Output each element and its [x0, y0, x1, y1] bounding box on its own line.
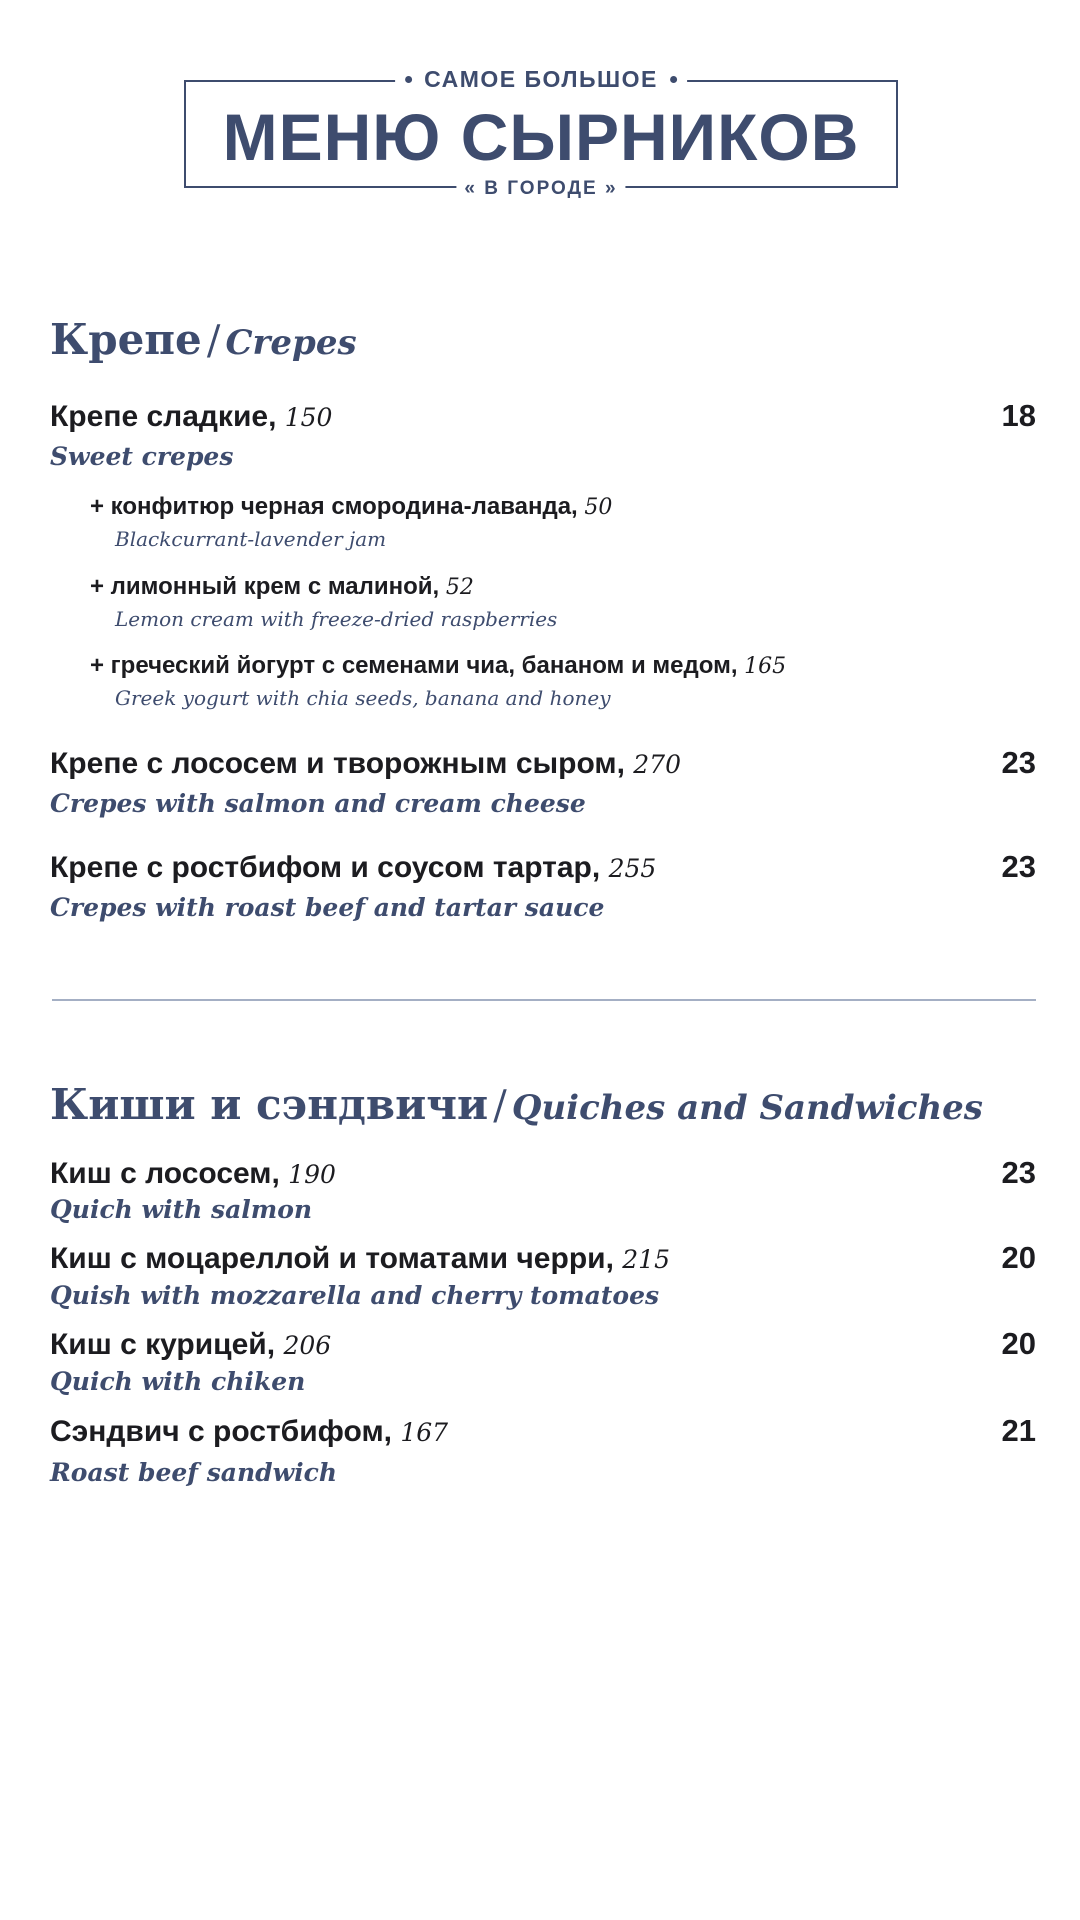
- menu-item-title: [50, 1157, 336, 1191]
- menu-item-en: Quish with mozzarella and cherry tomatoes: [50, 1281, 660, 1310]
- logo-top-line: [395, 66, 687, 93]
- section-title-ru: Киши и сэндвичи: [50, 1080, 489, 1129]
- addon-en: Blackcurrant-lavender jam: [115, 527, 387, 551]
- menu-item-weight: 270: [633, 750, 681, 779]
- addon-en: Lemon cream with freeze-dried raspberries: [115, 607, 558, 631]
- menu-item-en: Roast beef sandwich: [50, 1458, 338, 1487]
- menu-item-name: Киш с моцареллой и томатами черри,: [50, 1242, 614, 1275]
- menu-item-name: Киш с лососем,: [50, 1157, 280, 1190]
- menu-item-name: Киш с курицей,: [50, 1328, 276, 1361]
- menu-item-price: 23: [1001, 849, 1036, 884]
- section-title-quiches: [50, 1080, 983, 1129]
- menu-item-title: [50, 851, 656, 885]
- menu-item-price: 23: [1001, 1155, 1036, 1190]
- menu-item-price: 20: [1001, 1326, 1036, 1361]
- addon-en: Greek yogurt with chia seeds, banana and honey: [115, 686, 611, 710]
- logo-bottom-text: « В ГОРОДЕ »: [456, 178, 625, 200]
- menu-item-name: Сэндвич с ростбифом,: [50, 1415, 392, 1448]
- menu-logo: [184, 66, 898, 199]
- menu-item-price: 20: [1001, 1240, 1036, 1275]
- addon-weight: 52: [445, 575, 474, 600]
- logo-dot-left: [405, 76, 412, 83]
- addon-title: [90, 652, 786, 680]
- menu-item-price: 23: [1001, 745, 1036, 780]
- section-title-separator: /: [493, 1083, 507, 1129]
- menu-item-title: [50, 1328, 331, 1362]
- menu-item-weight: 206: [283, 1331, 332, 1360]
- menu-item-weight: 167: [400, 1418, 449, 1447]
- menu-item-weight: 255: [608, 854, 657, 883]
- addon-name: + лимонный крем с малиной,: [90, 573, 440, 600]
- section-title-separator: /: [206, 318, 221, 364]
- menu-item-name: Крепе сладкие,: [50, 400, 277, 433]
- menu-item-title: [50, 1242, 670, 1276]
- section-title-en: Crepes: [225, 323, 357, 363]
- menu-item-title: [50, 747, 681, 781]
- logo-dot-right: [670, 76, 677, 83]
- menu-item-weight: 215: [622, 1245, 670, 1274]
- addon-title: [90, 573, 474, 601]
- logo-main-text: МЕНЮ СЫРНИКОВ: [222, 100, 860, 174]
- addon-name: + конфитюр черная смородина-лаванда,: [90, 493, 578, 520]
- section-title-ru: Крепе: [50, 315, 202, 364]
- menu-item-weight: 150: [284, 403, 333, 432]
- addon-weight: 165: [744, 654, 787, 679]
- menu-item-title: [50, 1415, 448, 1449]
- section-title-crepes: [50, 315, 357, 364]
- menu-item-en: Crepes with salmon and cream cheese: [50, 789, 586, 818]
- section-divider: [52, 999, 1036, 1001]
- addon-name: + греческий йогурт с семенами чиа, бананом и медом,: [90, 652, 738, 679]
- menu-item-en: Quich with salmon: [50, 1195, 313, 1224]
- menu-item-name: Крепе с ростбифом и соусом тартар,: [50, 851, 601, 884]
- addon-weight: 50: [584, 495, 613, 520]
- logo-top-text: САМОЕ БОЛЬШОЕ: [424, 66, 658, 92]
- addon-title: [90, 493, 612, 521]
- menu-item-price: 18: [1001, 398, 1036, 433]
- menu-item-weight: 190: [288, 1160, 336, 1189]
- menu-item-name: Крепе с лососем и творожным сыром,: [50, 747, 625, 780]
- menu-item-en: Crepes with roast beef and tartar sauce: [50, 893, 605, 922]
- menu-item-title: [50, 400, 332, 434]
- menu-item-en: Quich with chiken: [50, 1367, 306, 1396]
- menu-item-price: 21: [1001, 1413, 1036, 1448]
- menu-item-en: Sweet crepes: [50, 442, 234, 471]
- section-title-en: Quiches and Sandwiches: [511, 1088, 983, 1128]
